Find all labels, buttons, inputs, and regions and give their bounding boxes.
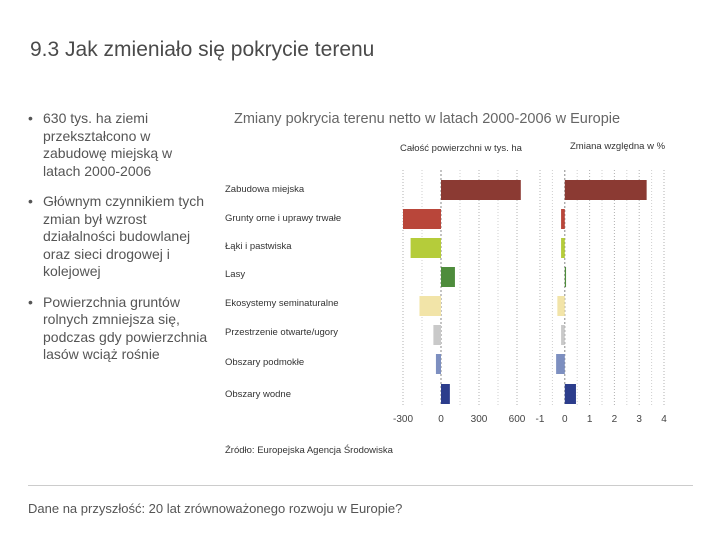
tick-label: 600: [508, 414, 526, 425]
category-label-water: Obszary wodne: [225, 389, 292, 400]
bar-relative: [561, 325, 565, 345]
category-label-seminatural: Ekosystemy seminaturalne: [225, 298, 339, 309]
bullet-text: Powierzchnia gruntów rolnych zmniejsza się, podczas gdy powierzchnia lasów wciąż rośnie: [43, 293, 208, 362]
footer-text: Dane na przyszłość: 20 lat zrównoważonego rozwoju w Europie?: [28, 501, 403, 516]
bar-absolute: [436, 354, 441, 374]
category-label-urban: Zabudowa miejska: [225, 184, 305, 195]
chart-title: Zmiany pokrycia terenu netto w latach 2000-2006 w Europie: [234, 111, 621, 127]
bar-relative: [561, 238, 565, 258]
tick-label: 300: [470, 414, 488, 425]
bullet-symbol: •: [28, 110, 33, 126]
bar-relative: [556, 354, 565, 374]
bar-absolute: [419, 296, 441, 316]
bullet-text: 630 tys. ha ziemi przekształcono w zabudowę miejską w latach 2000-2006: [43, 110, 173, 179]
slide-title-number: 9.3: [30, 38, 60, 61]
bar-absolute: [441, 384, 450, 404]
tick-label: 1: [586, 414, 593, 425]
panel-header-absolute: Całość powierzchni w tys. ha: [400, 143, 522, 154]
bar-relative: [565, 180, 647, 200]
category-label-arable: Grunty orne i uprawy trwałe: [225, 213, 342, 224]
bullet-symbol: •: [28, 193, 33, 209]
bar-relative: [561, 209, 565, 229]
bar-absolute: [411, 238, 441, 258]
source-note: Źródło: Europejska Agencja Środowiska: [225, 445, 393, 456]
category-label-open-spaces: Przestrzenie otwarte/ugory: [225, 327, 338, 338]
tick-label: 0: [438, 414, 444, 425]
tick-label: 3: [636, 414, 642, 425]
tick-label: 4: [661, 414, 667, 425]
bar-absolute: [441, 267, 455, 287]
bullet-symbol: •: [28, 293, 33, 310]
bar-absolute: [403, 209, 441, 229]
tick-label: 2: [611, 414, 618, 425]
bar-relative: [557, 296, 564, 316]
panel-header-relative: Zmiana względna w %: [570, 141, 666, 152]
footer-divider: [28, 485, 693, 486]
bar-absolute: [433, 325, 441, 345]
slide-title-text: Jak zmieniało się pokrycie terenu: [65, 38, 375, 61]
tick-label: -1: [535, 414, 545, 425]
bar-absolute: [441, 180, 521, 200]
bullet-text: Głównym czynnikiem tych zmian był wzrost działalności budowlanej oraz sieci drogowej i kolejowej: [43, 193, 205, 279]
category-label-forest: Lasy: [225, 269, 246, 280]
tick-label: 0: [562, 414, 568, 425]
bar-relative: [565, 267, 566, 287]
category-label-wetlands: Obszary podmokłe: [225, 357, 305, 368]
bar-relative: [565, 384, 576, 404]
tick-label: -300: [392, 414, 414, 425]
category-label-pasture: Łąki i pastwiska: [225, 241, 292, 252]
